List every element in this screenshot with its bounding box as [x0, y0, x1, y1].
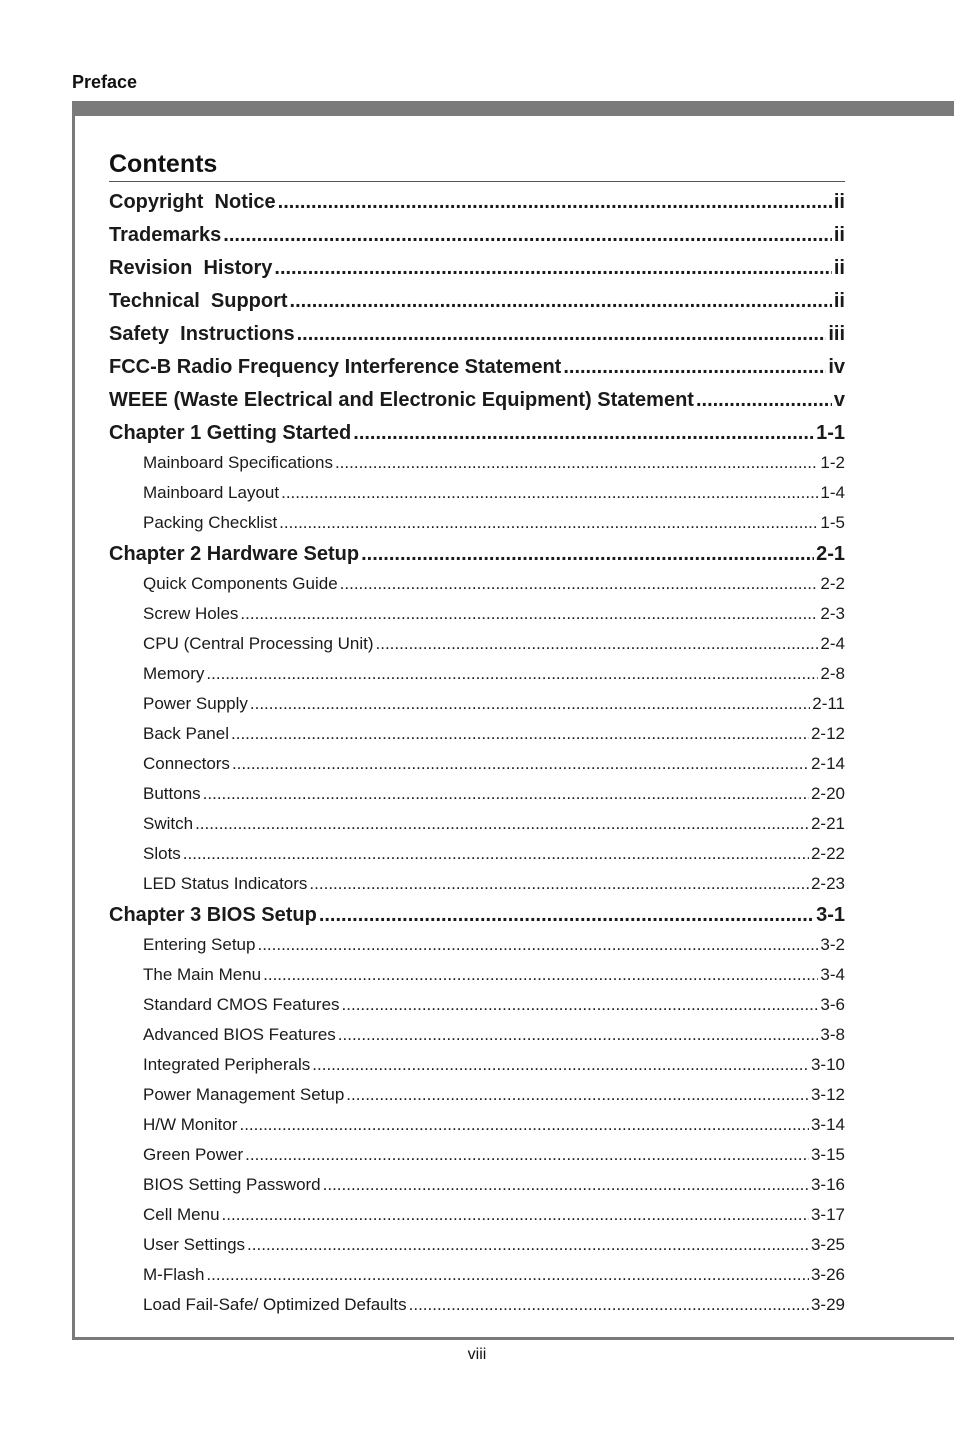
toc-sub-entry[interactable] — [109, 1260, 845, 1290]
toc-entry-title: Chapter 1 Getting Started — [109, 422, 352, 444]
toc-main-entry[interactable] — [109, 285, 845, 318]
toc-dot-leader — [340, 569, 819, 599]
toc-dot-leader — [409, 1290, 809, 1320]
toc-sub-entry[interactable] — [109, 779, 845, 809]
toc-dot-leader — [312, 1050, 809, 1080]
toc-entry-title: Technical Support — [109, 290, 288, 312]
toc-entry-page: 2-12 — [810, 724, 845, 743]
toc-chapter-entry[interactable] — [109, 899, 845, 930]
toc-sub-entry[interactable] — [109, 1200, 845, 1230]
toc-entry-title: User Settings — [143, 1235, 246, 1254]
toc-entry-page: 1-5 — [820, 513, 845, 532]
toc-entry-title: Standard CMOS Features — [143, 995, 340, 1014]
toc-entry-title: Connectors — [143, 754, 230, 773]
toc-entry-title: H/W Monitor — [143, 1115, 238, 1134]
toc-entry-title: Green Power — [143, 1145, 244, 1164]
toc-main-entry[interactable] — [109, 252, 845, 285]
toc-entry-page: 2-2 — [820, 574, 845, 593]
toc-main-entry[interactable] — [109, 384, 845, 417]
toc-entry-page: ii — [833, 224, 845, 246]
toc-entry-title: The Main Menu — [143, 965, 262, 984]
toc-sub-entry[interactable] — [109, 1020, 845, 1050]
toc-dot-leader — [240, 599, 818, 629]
toc-sub-entry[interactable] — [109, 719, 845, 749]
toc-entry-page: 2-11 — [812, 694, 845, 713]
toc-sub-entry[interactable] — [109, 1230, 845, 1260]
toc-entry-page: 3-10 — [810, 1055, 845, 1074]
toc-entry-title: Revision History — [109, 257, 273, 279]
toc-entry-page: 2-23 — [810, 874, 845, 893]
toc-entry-title: Chapter 2 Hardware Setup — [109, 543, 360, 565]
toc-main-entry[interactable] — [109, 351, 845, 384]
toc-dot-leader — [563, 351, 826, 384]
toc-entry-page: 2-20 — [810, 784, 845, 803]
toc-dot-leader — [319, 899, 814, 932]
toc-sub-entry[interactable] — [109, 448, 845, 478]
toc-dot-leader — [250, 689, 810, 719]
toc-dot-leader — [206, 659, 818, 689]
toc-entry-title: Buttons — [143, 784, 201, 803]
title-underline — [109, 181, 845, 182]
toc-entry-title: WEEE (Waste Electrical and Electronic Equipment) Statement — [109, 389, 694, 411]
toc-sub-entry[interactable] — [109, 508, 845, 538]
toc-entry-title: Quick Components Guide — [143, 574, 338, 593]
toc-sub-entry[interactable] — [109, 478, 845, 508]
toc-entry-page: v — [833, 389, 845, 411]
toc-chapter-entry[interactable] — [109, 538, 845, 569]
toc-entry-title: M-Flash — [143, 1265, 205, 1284]
toc-dot-leader — [323, 1170, 809, 1200]
toc-entry-page: ii — [833, 257, 845, 279]
toc-dot-leader — [257, 930, 818, 960]
header-bar — [72, 101, 954, 116]
toc-entry-title: Advanced BIOS Features — [143, 1025, 336, 1044]
toc-dot-leader — [274, 252, 831, 285]
toc-entry-title: Mainboard Specifications — [143, 453, 333, 472]
toc-sub-entry[interactable] — [109, 599, 845, 629]
toc-entry-title: Packing Checklist — [143, 513, 278, 532]
toc-entry-title: Chapter 3 BIOS Setup — [109, 904, 317, 926]
toc-dot-leader — [696, 384, 832, 417]
toc-entry-title: Trademarks — [109, 224, 222, 246]
toc-dot-leader — [232, 749, 809, 779]
toc-entry-title: Power Management Setup — [143, 1085, 345, 1104]
toc-entry-page: ii — [833, 290, 845, 312]
toc-sub-entry[interactable] — [109, 839, 845, 869]
toc-entry-title: Copyright Notice — [109, 191, 276, 213]
toc-sub-entry[interactable] — [109, 1080, 845, 1110]
toc-sub-entry[interactable] — [109, 659, 845, 689]
toc-sub-entry[interactable] — [109, 990, 845, 1020]
toc-dot-leader — [346, 1080, 809, 1110]
toc-entry-page: 2-3 — [820, 604, 845, 623]
toc-entry-page: 2-22 — [810, 844, 845, 863]
toc-main-entry[interactable] — [109, 186, 845, 219]
toc-entry-page: 3-29 — [810, 1295, 845, 1314]
toc-entry-title: Power Supply — [143, 694, 248, 713]
toc-entry-page: 3-26 — [810, 1265, 845, 1284]
toc-dot-leader — [376, 629, 819, 659]
toc-entry-title: Cell Menu — [143, 1205, 220, 1224]
toc-entry-title: LED Status Indicators — [143, 874, 308, 893]
toc-entry-page: iii — [828, 323, 845, 345]
toc-sub-entry[interactable] — [109, 1110, 845, 1140]
toc-entry-page: iv — [828, 356, 845, 378]
toc-dot-leader — [195, 809, 809, 839]
toc-entry-title: Integrated Peripherals — [143, 1055, 311, 1074]
left-border-rule — [72, 101, 75, 1340]
toc-entry-page: 2-21 — [810, 814, 845, 833]
toc-dot-leader — [297, 318, 827, 351]
toc-sub-entry[interactable] — [109, 1290, 845, 1320]
toc-dot-leader — [281, 478, 818, 508]
toc-entry-title: Back Panel — [143, 724, 229, 743]
toc-entry-page: 2-8 — [820, 664, 845, 683]
toc-entry-title: FCC-B Radio Frequency Interference Statement — [109, 356, 562, 378]
toc-dot-leader — [231, 719, 809, 749]
toc-entry-page: 3-15 — [810, 1145, 845, 1164]
toc-entry-page: 1-2 — [820, 453, 845, 472]
header-label: Preface — [72, 72, 138, 92]
toc-dot-leader — [203, 779, 809, 809]
toc-sub-entry[interactable] — [109, 749, 845, 779]
toc-entry-title: Load Fail-Safe/ Optimized Defaults — [143, 1295, 407, 1314]
toc-entry-title: Screw Holes — [143, 604, 239, 623]
toc-entry-page: 2-1 — [816, 543, 845, 565]
toc-entry-page: 3-2 — [820, 935, 845, 954]
toc-sub-entry[interactable] — [109, 930, 845, 960]
toc-dot-leader — [353, 417, 814, 450]
toc-sub-entry[interactable] — [109, 869, 845, 899]
page-number: viii — [467, 1346, 487, 1363]
toc-dot-leader — [338, 1020, 819, 1050]
toc-dot-leader — [239, 1110, 809, 1140]
toc-entry-page: 3-1 — [816, 904, 845, 926]
toc-entry-page: 3-16 — [810, 1175, 845, 1194]
toc-dot-leader — [247, 1230, 809, 1260]
toc-entry-page: 3-12 — [810, 1085, 845, 1104]
toc-entry-page: 3-4 — [820, 965, 845, 984]
toc-sub-entry[interactable] — [109, 809, 845, 839]
toc-entry-page: 3-17 — [810, 1205, 845, 1224]
toc-dot-leader — [245, 1140, 809, 1170]
toc-sub-entry[interactable] — [109, 629, 845, 659]
toc-entry-page: 1-1 — [816, 422, 845, 444]
toc-entry-title: Switch — [143, 814, 194, 833]
toc-entry-page: 3-6 — [820, 995, 845, 1014]
toc-main-entry[interactable] — [109, 318, 845, 351]
toc-entry-title: CPU (Central Processing Unit) — [143, 634, 374, 653]
toc-sub-entry[interactable] — [109, 1050, 845, 1080]
toc-sub-entry[interactable] — [109, 689, 845, 719]
toc-dot-leader — [183, 839, 809, 869]
toc-entry-page: ii — [833, 191, 845, 213]
toc-entry-title: Mainboard Layout — [143, 483, 280, 502]
toc-dot-leader — [342, 990, 819, 1020]
bottom-border-rule — [72, 1337, 954, 1340]
toc-entry-title: Safety Instructions — [109, 323, 295, 345]
toc-dot-leader — [309, 869, 809, 899]
toc-entry-title: BIOS Setting Password — [143, 1175, 321, 1194]
table-of-contents — [109, 186, 845, 1320]
toc-dot-leader — [223, 219, 832, 252]
toc-dot-leader — [361, 538, 814, 571]
toc-entry-title: Slots — [143, 844, 181, 863]
toc-main-entry[interactable] — [109, 219, 845, 252]
toc-dot-leader — [278, 186, 832, 219]
contents-title: Contents — [109, 150, 218, 178]
toc-chapter-entry[interactable] — [109, 417, 845, 448]
toc-dot-leader — [206, 1260, 809, 1290]
toc-entry-title: Memory — [143, 664, 205, 683]
toc-entry-page: 2-14 — [810, 754, 845, 773]
toc-entry-page: 3-25 — [810, 1235, 845, 1254]
toc-dot-leader — [290, 285, 832, 318]
toc-dot-leader — [263, 960, 818, 990]
toc-sub-entry[interactable] — [109, 1170, 845, 1200]
toc-sub-entry[interactable] — [109, 960, 845, 990]
toc-dot-leader — [335, 448, 818, 478]
toc-dot-leader — [222, 1200, 809, 1230]
toc-entry-page: 1-4 — [820, 483, 845, 502]
toc-entry-page: 3-14 — [810, 1115, 845, 1134]
toc-entry-page: 3-8 — [820, 1025, 845, 1044]
toc-sub-entry[interactable] — [109, 569, 845, 599]
toc-entry-title: Entering Setup — [143, 935, 256, 954]
toc-dot-leader — [279, 508, 818, 538]
toc-sub-entry[interactable] — [109, 1140, 845, 1170]
toc-entry-page: 2-4 — [820, 634, 845, 653]
